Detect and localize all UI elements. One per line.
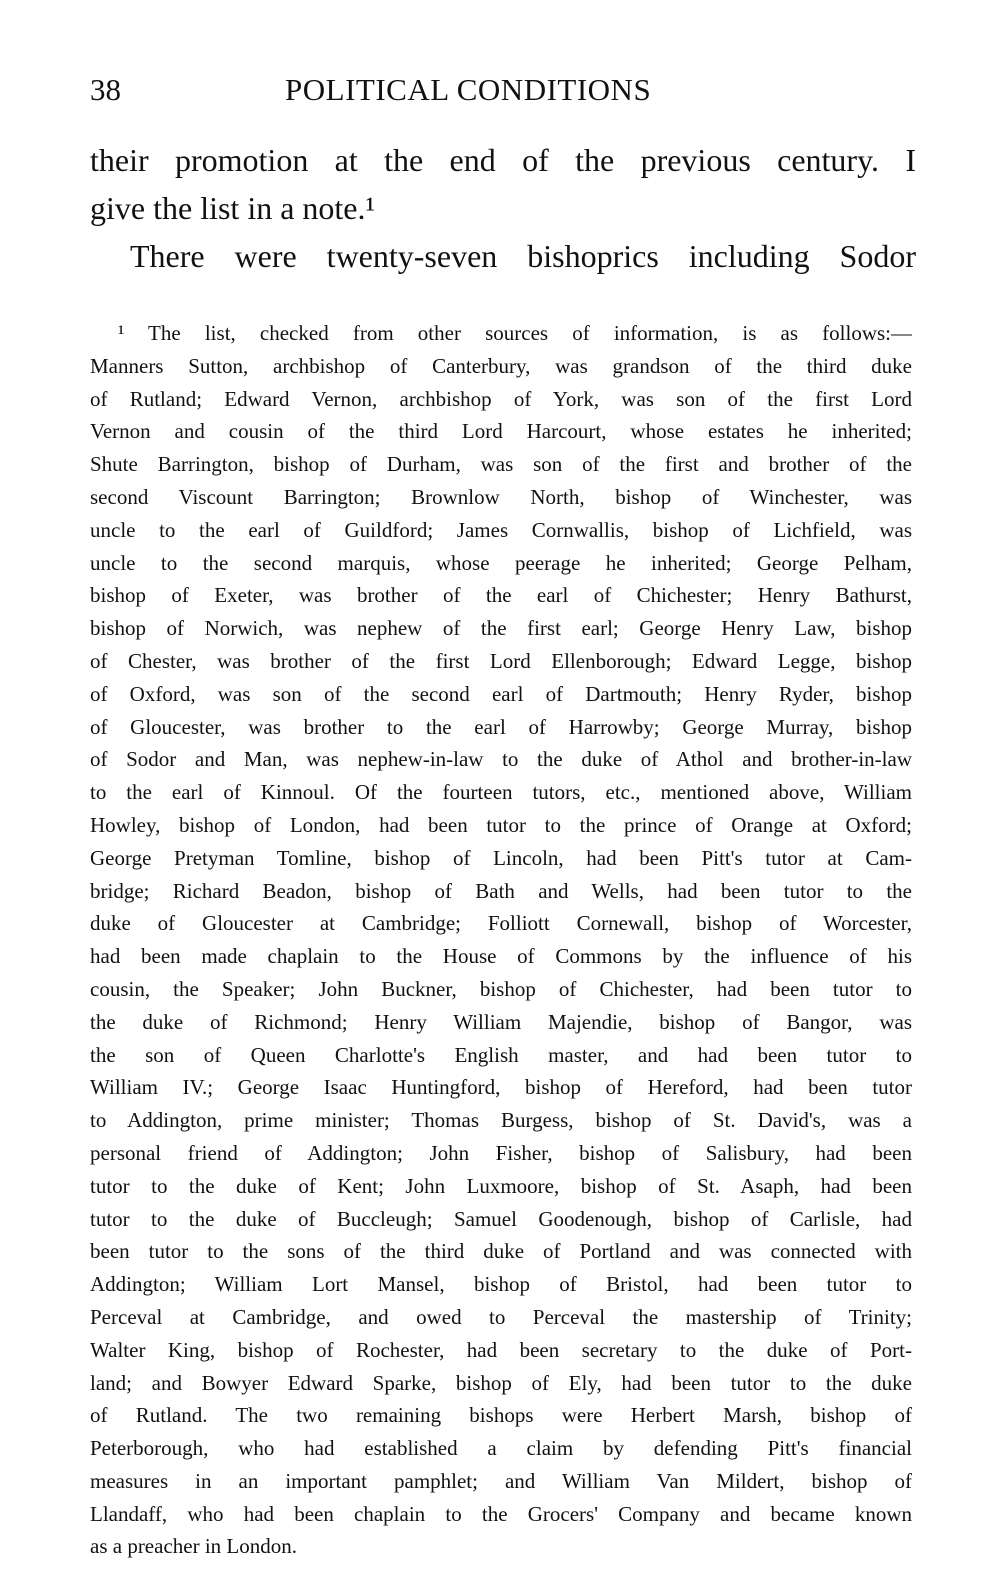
footnote-line: the duke of Richmond; Henry William Majendie, bishop of Bangor, was (90, 1009, 912, 1034)
footnote-line: of Gloucester, was brother to the earl of Harrowby; George Murray, bishop (90, 714, 912, 739)
body-text (90, 138, 916, 282)
page-header (90, 72, 920, 112)
footnote-line: second Viscount Barrington; Brownlow North, bishop of Winchester, was (90, 484, 912, 509)
footnote-line: of Sodor and Man, was nephew-in-law to the duke of Athol and brother-in-law (90, 747, 912, 772)
footnote-line: the son of Queen Charlotte's English master, and had been tutor to (90, 1042, 912, 1067)
footnote-line: uncle to the second marquis, whose peerage he inherited; George Pelham, (90, 550, 912, 575)
body-line: give the list in a note.¹ (90, 190, 376, 226)
footnote-line: of Oxford, was son of the second earl of Dartmouth; Henry Ryder, bishop (90, 681, 912, 706)
footnote-line: Peterborough, who had established a claim by defending Pitt's financial (90, 1436, 912, 1461)
body-line: their promotion at the end of the previous century. I (90, 142, 916, 178)
footnote-line: Howley, bishop of London, had been tutor to the prince of Orange at Oxford; (90, 812, 912, 837)
footnote-line: duke of Gloucester at Cambridge; Folliott Cornewall, bishop of Worcester, (90, 911, 912, 936)
footnote-line: William IV.; George Isaac Huntingford, bishop of Hereford, had been tutor (90, 1075, 912, 1100)
footnote-line: tutor to the duke of Kent; John Luxmoore, bishop of St. Asaph, had been (90, 1173, 912, 1198)
footnote-line: measures in an important pamphlet; and William Van Mildert, bishop of (90, 1468, 912, 1493)
footnote-line: to Addington, prime minister; Thomas Burgess, bishop of St. David's, was a (90, 1108, 912, 1133)
footnote-line: Shute Barrington, bishop of Durham, was son of the first and brother of the (90, 452, 912, 477)
footnote-line: of Rutland. The two remaining bishops were Herbert Marsh, bishop of (90, 1403, 912, 1428)
footnote-line: bishop of Exeter, was brother of the earl of Chichester; Henry Bathurst, (90, 583, 912, 608)
footnote-line: Llandaff, who had been chaplain to the Grocers' Company and became known (90, 1501, 912, 1526)
page-number: 38 (90, 72, 121, 107)
footnote-line: Perceval at Cambridge, and owed to Perceval the mastership of Trinity; (90, 1304, 912, 1329)
footnote-line: to the earl of Kinnoul. Of the fourteen tutors, etc., mentioned above, William (90, 780, 912, 805)
footnote-line: bishop of Norwich, was nephew of the first earl; George Henry Law, bishop (90, 616, 912, 641)
footnote-line: Addington; William Lort Mansel, bishop of Bristol, had been tutor to (90, 1272, 912, 1297)
body-line: There were twenty-seven bishoprics including Sodor (130, 238, 916, 274)
footnote-line: cousin, the Speaker; John Buckner, bishop of Chichester, had been tutor to (90, 976, 912, 1001)
footnote-line: uncle to the earl of Guildford; James Cornwallis, bishop of Lichfield, was (90, 517, 912, 542)
footnote-line: George Pretyman Tomline, bishop of Lincoln, had been Pitt's tutor at Cam- (90, 845, 912, 870)
footnote-line: Walter King, bishop of Rochester, had been secretary to the duke of Port- (90, 1337, 912, 1362)
footnote-line: bridge; Richard Beadon, bishop of Bath and Wells, had been tutor to the (90, 878, 912, 903)
footnote (90, 318, 912, 1564)
footnote-line: had been made chaplain to the House of Commons by the influence of his (90, 944, 912, 969)
footnote-line: as a preacher in London. (90, 1534, 297, 1559)
footnote-line: ¹ The list, checked from other sources of information, is as follows:— (118, 321, 912, 345)
running-title: POLITICAL CONDITIONS (285, 72, 652, 107)
footnote-line: tutor to the duke of Buccleugh; Samuel Goodenough, bishop of Carlisle, had (90, 1206, 912, 1231)
footnote-line: personal friend of Addington; John Fisher, bishop of Salisbury, had been (90, 1140, 912, 1165)
footnote-line: Vernon and cousin of the third Lord Harcourt, whose estates he inherited; (90, 419, 912, 444)
footnote-line: of Rutland; Edward Vernon, archbishop of York, was son of the first Lord (90, 386, 912, 411)
footnote-line: land; and Bowyer Edward Sparke, bishop of Ely, had been tutor to the duke (90, 1370, 912, 1395)
footnote-line: Manners Sutton, archbishop of Canterbury, was grandson of the third duke (90, 353, 912, 378)
footnote-line: of Chester, was brother of the first Lord Ellenborough; Edward Legge, bishop (90, 648, 912, 673)
footnote-line: been tutor to the sons of the third duke of Portland and was connected with (90, 1239, 912, 1264)
